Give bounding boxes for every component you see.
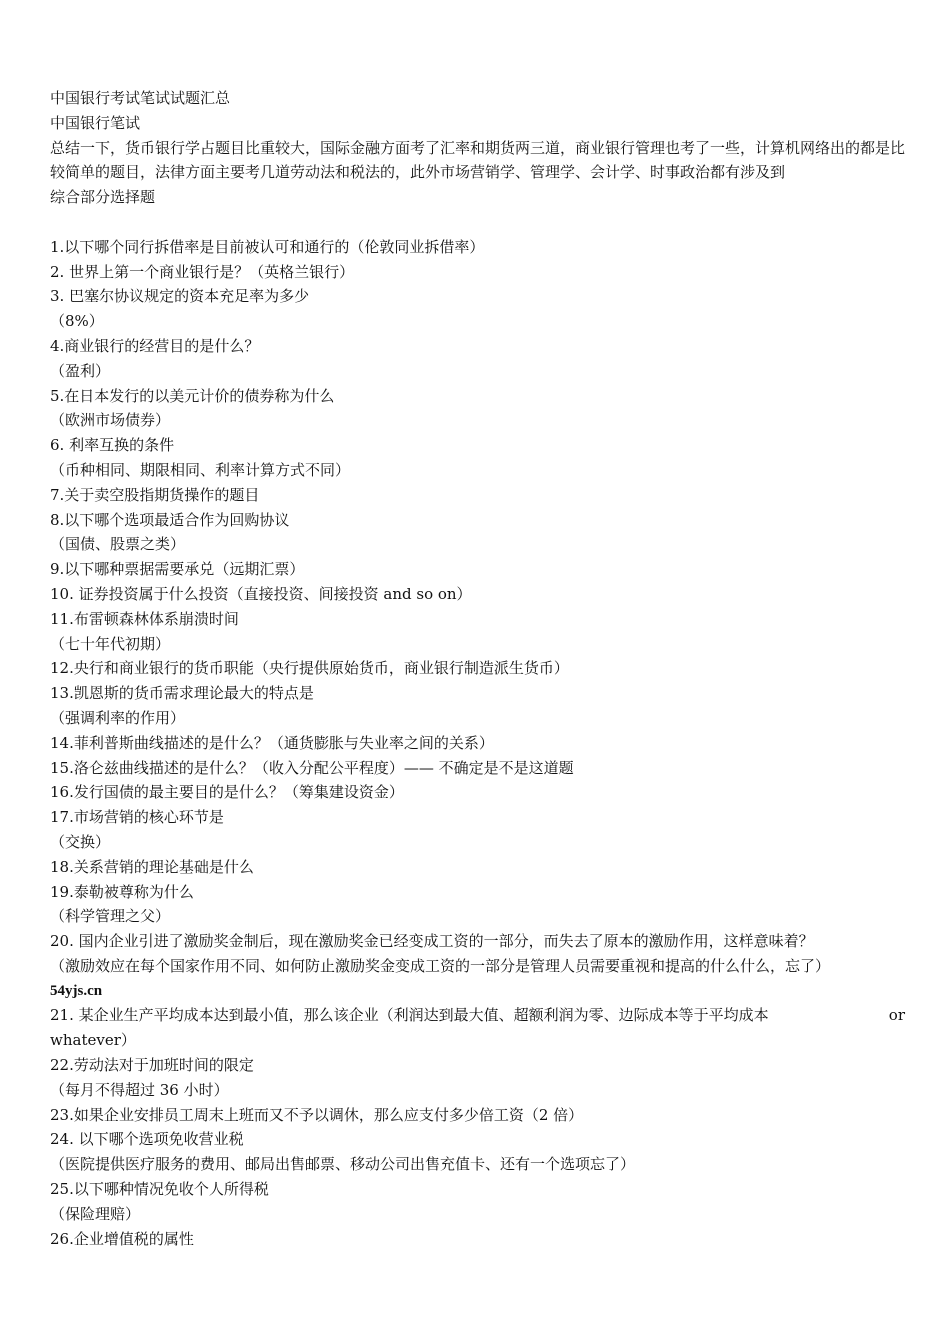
answer-line: （七十年代初期） [50, 634, 171, 653]
question-line: 24. 以下哪个选项免收营业税 [50, 1130, 244, 1149]
question-line: 1.以下哪个同行拆借率是目前被认可和通行的（伦敦同业拆借率） [50, 237, 485, 256]
question-text-tail: or [888, 1006, 905, 1025]
question-line: 8.以下哪个选项最适合作为回购协议 [50, 510, 290, 529]
blank-line [50, 210, 905, 235]
question-text: 21. 某企业生产平均成本达到最小值，那么该企业（利润达到最大值、超额利润为零、边际成本等于平均成本 [50, 1006, 769, 1025]
question-line: 12.央行和商业银行的货币职能（央行提供原始货币，商业银行制造派生货币） [50, 659, 569, 678]
question-line: 2. 世界上第一个商业银行是？（英格兰银行） [50, 262, 355, 281]
question-line: 7.关于卖空股指期货操作的题目 [50, 485, 260, 504]
question-line: 23.如果企业安排员工周末上班而又不予以调休，那么应支付多少倍工资（2 倍） [50, 1105, 584, 1124]
question-line: 25.以下哪种情况免收个人所得税 [50, 1180, 269, 1199]
question-line: 9.以下哪种票据需要承兑（远期汇票） [50, 560, 305, 579]
watermark-text: 54yjs.cn [50, 982, 103, 999]
question-line: 3. 巴塞尔协议规定的资本充足率为多少 [50, 287, 310, 306]
question-line: 18.关系营销的理论基础是什么 [50, 857, 254, 876]
answer-line: （国债、股票之类） [50, 535, 186, 554]
answer-line: （每月不得超过 36 小时） [50, 1080, 229, 1099]
answer-line: （医院提供医疗服务的费用、邮局出售邮票、移动公司出售充值卡、还有一个选项忘了） [50, 1155, 636, 1174]
question-line: 17.市场营销的核心环节是 [50, 808, 224, 827]
summary-paragraph: 总结一下，货币银行学占题目比重较大，国际金融方面考了汇率和期货两三道，商业银行管理也考了一些，计算机网络出的都是比较简单的题目，法律方面主要考几道劳动法和税法的，此外市场营销学、管理学、会计学、时事政治都有涉及到 [50, 138, 906, 182]
question-line: 26.企业增值税的属性 [50, 1229, 194, 1248]
answer-line: （激励效应在每个国家作用不同、如何防止激励奖金变成工资的一部分是管理人员需要重视和提高的什么什么，忘了） [50, 956, 831, 975]
document-page [50, 86, 905, 1251]
question-line: 6. 利率互换的条件 [50, 436, 175, 455]
question-line: 11.布雷顿森林体系崩溃时间 [50, 609, 239, 628]
section-heading: 综合部分选择题 [50, 188, 156, 207]
question-line: whatever） [50, 1031, 136, 1050]
question-line: 15.洛仑兹曲线描述的是什么？（收入分配公平程度）—— 不确定是不是这道题 [50, 758, 574, 777]
question-line: 20. 国内企业引进了激励奖金制后，现在激励奖金已经变成工资的一部分，而失去了原本的激励作用，这样意味着？ [50, 932, 814, 951]
document-title: 中国银行考试笔试试题汇总 [50, 89, 231, 107]
question-line: 22.劳动法对于加班时间的限定 [50, 1056, 254, 1075]
answer-line: （8%） [50, 312, 104, 331]
question-line: 13.凯恩斯的货币需求理论最大的特点是 [50, 684, 314, 703]
question-line: 19.泰勒被尊称为什么 [50, 882, 194, 901]
question-line: 14.菲利普斯曲线描述的是什么？（通货膨胀与失业率之间的关系） [50, 733, 494, 752]
question-line: 16.发行国债的最主要目的是什么？（筹集建设资金） [50, 783, 404, 802]
question-line: 10. 证券投资属于什么投资（直接投资、间接投资 and so on） [50, 584, 472, 603]
question-line: 5.在日本发行的以美元计价的债券称为什么 [50, 386, 335, 405]
answer-line: （币种相同、期限相同、利率计算方式不同） [50, 460, 351, 479]
answer-line: （交换） [50, 832, 111, 851]
answer-line: （盈利） [50, 361, 111, 380]
answer-line: （欧洲市场债券） [50, 411, 171, 430]
question-line-21 [50, 1003, 905, 1028]
answer-line: （强调利率的作用） [50, 708, 186, 727]
question-line: 4.商业银行的经营目的是什么？ [50, 336, 260, 355]
document-subtitle: 中国银行笔试 [50, 113, 141, 132]
answer-line: （科学管理之父） [50, 907, 171, 926]
answer-line: （保险理赔） [50, 1204, 141, 1223]
